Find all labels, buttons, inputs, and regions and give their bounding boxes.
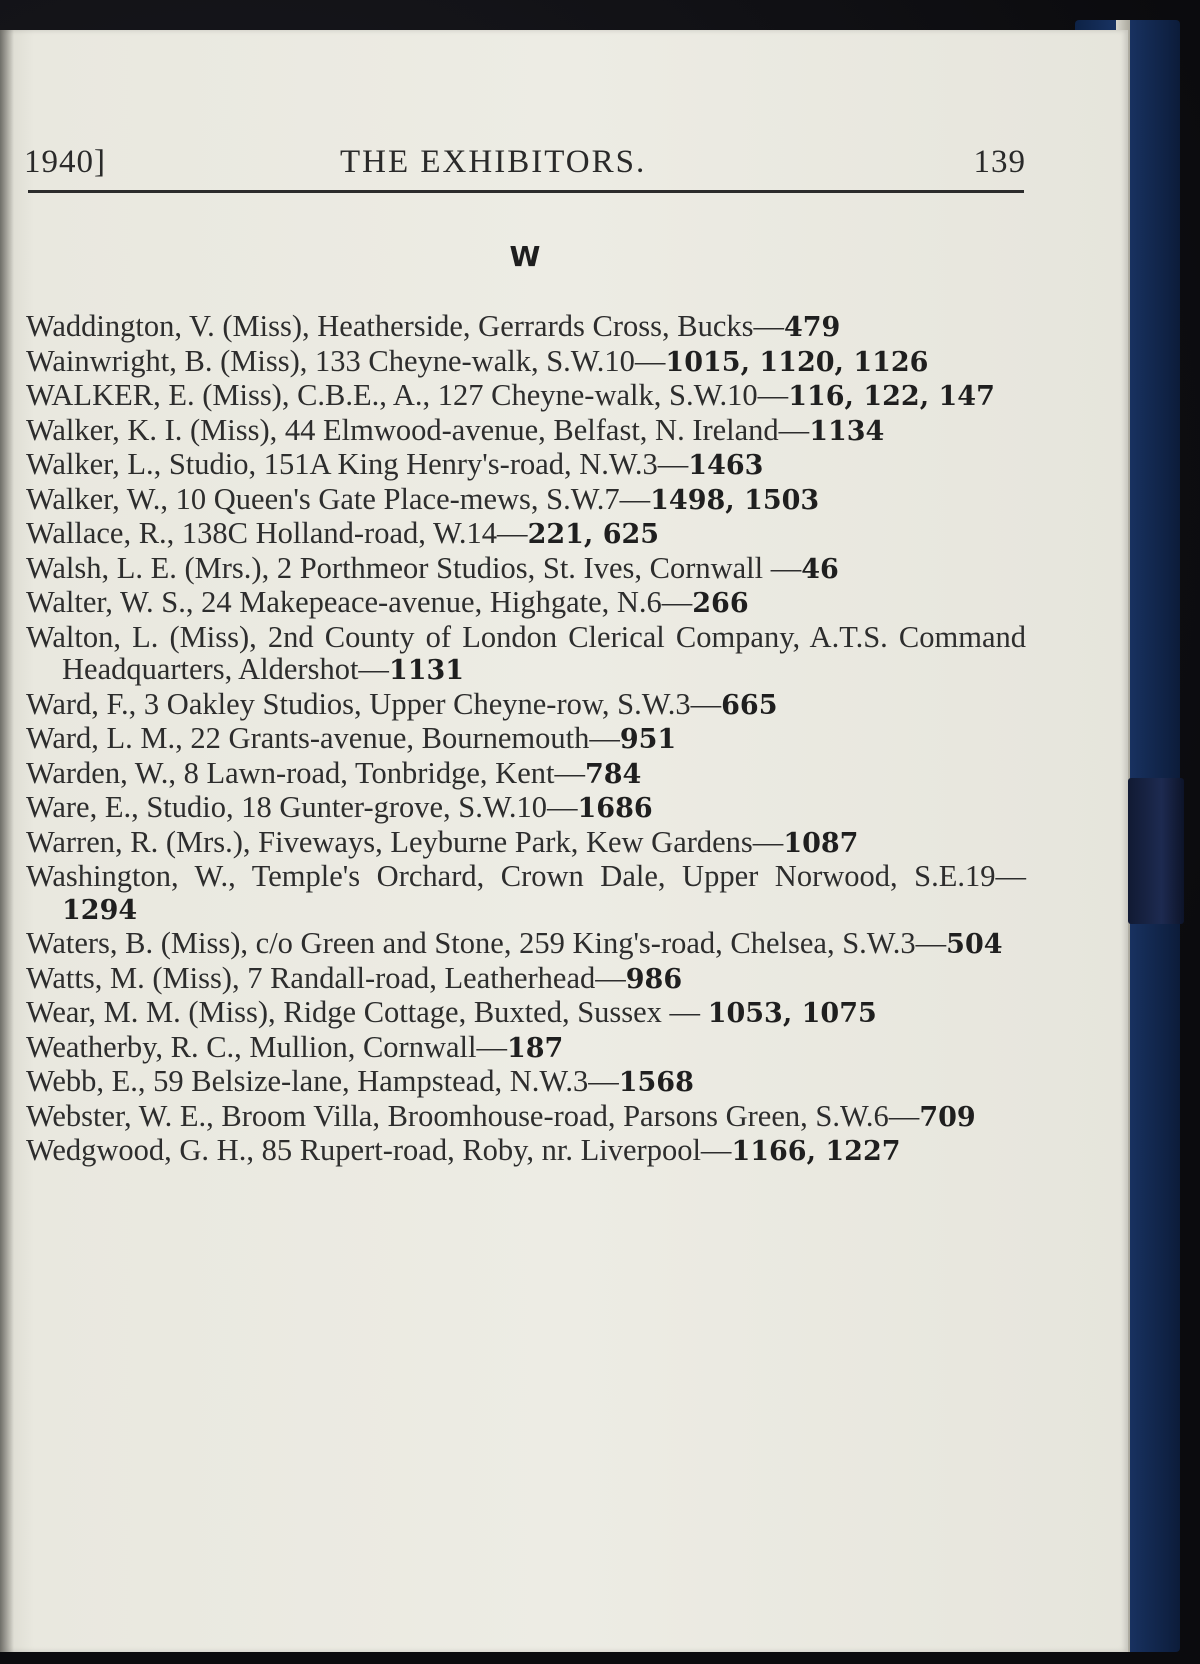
list-item [26, 517, 1026, 552]
entry-numbers: 1686 [577, 793, 653, 824]
entry-numbers: 1568 [618, 1067, 694, 1098]
list-item [26, 414, 1026, 449]
list-item [26, 860, 1026, 927]
entry-numbers: 986 [625, 963, 683, 995]
entry-text: Warden, W., 8 Lawn-road, Tonbridge, Kent— [26, 755, 585, 790]
entry-numbers: 1166, 1227 [731, 1136, 901, 1167]
list-item [26, 688, 1026, 723]
entry-numbers: 504 [946, 929, 1003, 960]
entry-numbers: 266 [692, 588, 749, 619]
entry-text: Walker, L., Studio, 151A King Henry's-road, N.W.3— [26, 447, 689, 481]
entry-text: Weatherby, R. C., Mullion, Cornwall— [26, 1029, 507, 1064]
entry-text: Washington, W., Temple's Orchard, Crown Dale, Upper Norwood, S.E.19— [26, 859, 1026, 893]
entry-text: Ward, L. M., 22 Grants-avenue, Bournemouth— [26, 721, 620, 755]
entry-text: Walton, L. (Miss), 2nd County of London Clerical Company, A.T.S. Command Headquarters, Aldershot— [26, 619, 1026, 686]
list-item [26, 586, 1026, 621]
entry-text: Warren, R. (Mrs.), Fiveways, Leyburne Park, Kew Gardens— [26, 824, 784, 859]
entry-numbers: 1087 [783, 827, 859, 859]
list-item [26, 757, 1026, 792]
entry-text: Waddington, V. (Miss), Heatherside, Gerrards Cross, Bucks— [26, 309, 784, 343]
exhibitor-list [26, 310, 1026, 1169]
index-tab [1128, 778, 1184, 924]
entry-numbers: 221, 625 [527, 519, 660, 550]
entry-numbers: 479 [783, 312, 841, 343]
header-year: 1940] [24, 144, 106, 180]
list-item [26, 927, 1026, 962]
list-item [26, 345, 1026, 380]
list-item [26, 552, 1026, 587]
entry-numbers: 1498, 1503 [650, 484, 820, 516]
entry-numbers: 1294 [62, 894, 138, 926]
list-item [26, 1031, 1026, 1066]
header-rule [28, 190, 1024, 193]
list-item [26, 621, 1026, 688]
list-item [26, 483, 1026, 518]
list-item [26, 962, 1026, 997]
entry-numbers: 665 [721, 689, 778, 721]
entry-text: Wallace, R., 138C Holland-road, W.14— [26, 516, 528, 550]
entry-numbers: 1053, 1075 [707, 998, 877, 1029]
list-item [26, 448, 1026, 483]
list-item [26, 379, 1026, 414]
list-item [26, 722, 1026, 757]
entry-text: Wedgwood, G. H., 85 Rupert-road, Roby, nr. Liverpool— [26, 1133, 732, 1167]
entry-text: Waters, B. (Miss), c/o Green and Stone, 259 King's-road, Chelsea, S.W.3— [26, 926, 947, 960]
entry-numbers: 1015, 1120, 1126 [665, 346, 929, 378]
entry-text: Walker, K. I. (Miss), 44 Elmwood-avenue, Belfast, N. Ireland— [26, 412, 810, 447]
entry-text: Wear, M. M. (Miss), Ridge Cottage, Buxted, Sussex — [26, 995, 708, 1029]
page-number: 139 [973, 144, 1026, 180]
list-item [26, 310, 1026, 345]
header-title: THE EXHIBITORS. [340, 144, 647, 180]
entry-numbers: 1134 [809, 415, 885, 447]
entry-numbers: 1131 [388, 655, 465, 686]
entry-text: Walsh, L. E. (Mrs.), 2 Porthmeor Studios, St. Ives, Cornwall — [26, 550, 802, 585]
entry-numbers: 951 [619, 724, 677, 755]
entry-text: Watts, M. (Miss), 7 Randall-road, Leatherhead— [26, 960, 626, 995]
entry-numbers: 187 [506, 1032, 564, 1064]
list-item [26, 1100, 1026, 1135]
entry-text: Webb, E., 59 Belsize-lane, Hampstead, N.W.3— [26, 1064, 619, 1098]
list-item [26, 791, 1026, 826]
entry-text: Ward, F., 3 Oakley Studios, Upper Cheyne-row, S.W.3— [26, 686, 722, 721]
entry-text: WALKER, E. (Miss), C.B.E., A., 127 Cheyne-walk, S.W.10— [26, 378, 789, 412]
entry-numbers: 116, 122, 147 [788, 381, 995, 412]
entry-text: Wainwright, B. (Miss), 133 Cheyne-walk, S.W.10— [26, 343, 666, 378]
list-item [26, 996, 1026, 1031]
entry-text: Walter, W. S., 24 Makepeace-avenue, Highgate, N.6— [26, 585, 693, 619]
list-item [26, 1134, 1026, 1169]
list-item [26, 1065, 1026, 1100]
gutter-shadow [0, 30, 14, 1652]
entry-text: Webster, W. E., Broom Villa, Broomhouse-road, Parsons Green, S.W.6— [26, 1098, 920, 1133]
entry-numbers: 784 [584, 758, 642, 790]
entry-numbers: 46 [801, 553, 839, 585]
entry-text: Ware, E., Studio, 18 Gunter-grove, S.W.10— [26, 790, 578, 824]
section-letter: W [509, 240, 541, 273]
entry-text: Walker, W., 10 Queen's Gate Place-mews, S.W.7— [26, 481, 651, 516]
list-item [26, 826, 1026, 861]
entry-numbers: 709 [919, 1101, 976, 1133]
entry-numbers: 1463 [688, 450, 764, 481]
running-header [24, 140, 1026, 190]
